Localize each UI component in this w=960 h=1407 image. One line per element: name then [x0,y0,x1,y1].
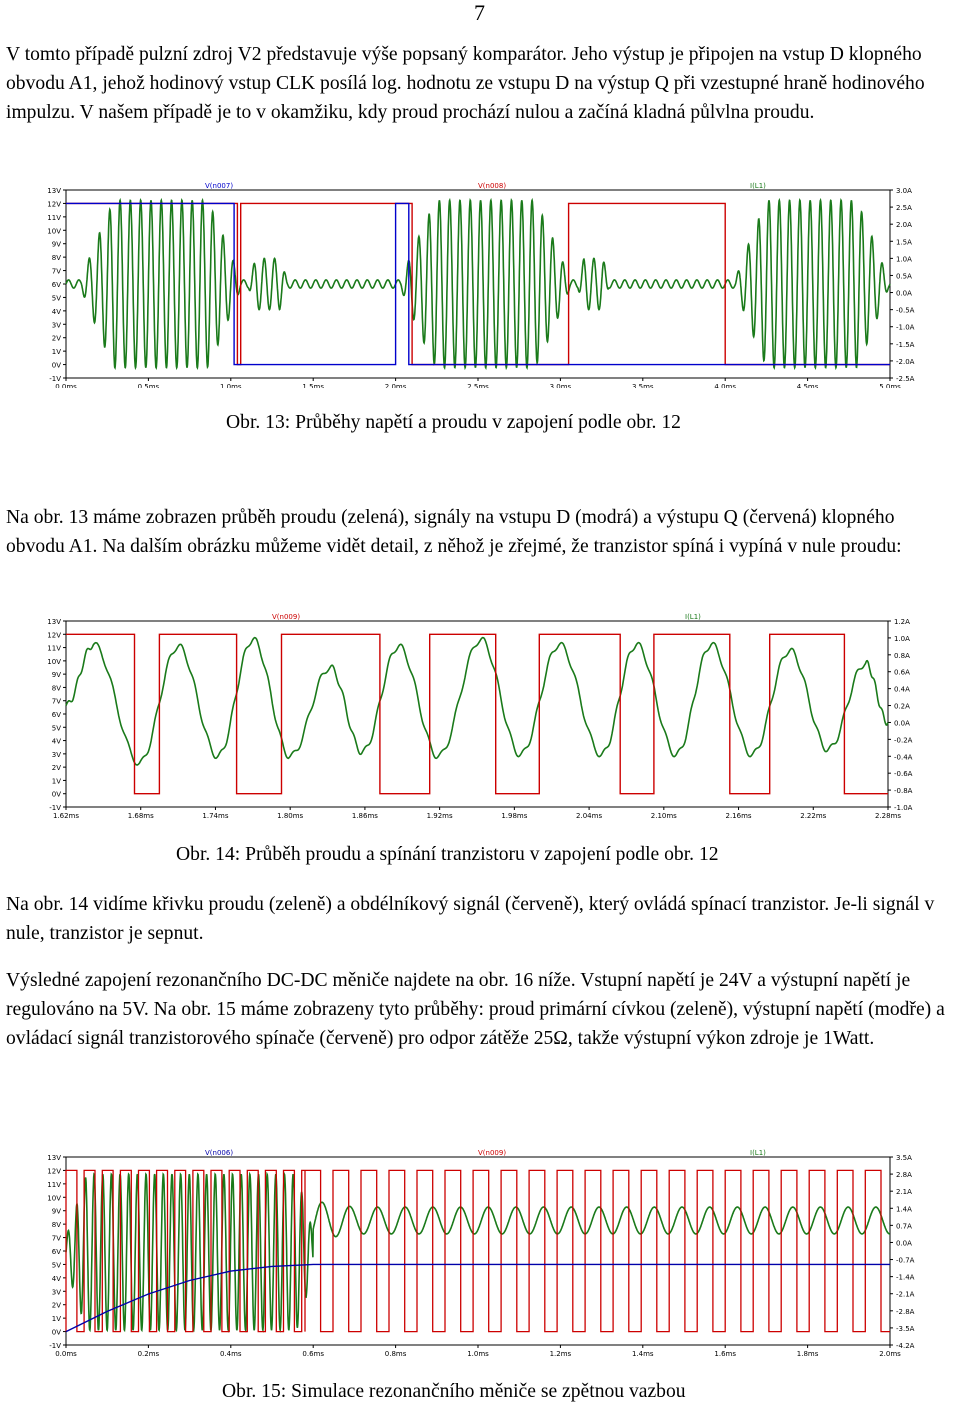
left-axis-tick-label: 11V [47,213,61,222]
left-axis-tick-label: 0V [51,1328,61,1337]
left-axis-tick-label: 3V [51,1288,61,1297]
caption-figure-14: Obr. 14: Průběh proudu a spínání tranzistoru v zapojení podle obr. 12 [176,844,719,865]
x-axis-tick-label: 1.6ms [714,1350,737,1358]
x-axis-tick-label: 1.5ms [302,383,325,388]
x-axis-tick-label: 1.0ms [467,1350,489,1358]
right-axis-tick-label: 0.8A [894,651,910,660]
left-axis-tick-label: 10V [47,227,61,236]
left-axis-tick-label: 12V [47,1167,61,1176]
series-i-l1 [66,200,890,367]
right-axis-tick-label: -2.1A [896,1290,915,1299]
caption-figure-15: Obr. 15: Simulace rezonančního měniče se zpětnou vazbou [222,1381,686,1402]
left-axis-tick-label: 7V [51,267,61,276]
paragraph-figure-13-description: Na obr. 13 máme zobrazen průběh proudu (zelená), signály na vstupu D (modrá) a výstupu Q (červená) klopného obvodu A1. Na dalším obrázku můžeme vidět detail, z něhož je zřejmé, že tranzistor spíná i vypíná v nule proudu: [6,507,902,558]
left-axis-tick-label: 4V [51,1274,61,1283]
left-axis-tick-label: 1V [51,777,61,786]
x-axis-tick-label: 1.2ms [549,1350,572,1358]
left-axis-tick-label: 7V [51,697,61,706]
left-axis-tick-label: 8V [51,254,61,263]
right-axis-tick-label: 2.1A [896,1188,912,1197]
figure-15-chart [0,1145,960,1360]
paragraph-converter-description: Výsledné zapojení rezonančního DC-DC měniče najdete na obr. 16 níže. Vstupní napětí je 24V a výstupní napětí je regulováno na 5V. Na obr. 15 máme zobrazeny tyto průběhy: proud primární cívkou (zeleně), výstupní napětí (modře) a ovládací signál tranzistorového spínače (červeně) pro odpor zátěže 25Ω, takže výstupní výkon zdroje je 1Watt. [6,970,945,1050]
right-axis-tick-label: -0.2A [894,736,913,745]
x-axis-tick-label: 1.68ms [127,812,154,820]
x-axis-tick-label: 1.62ms [52,812,80,820]
right-axis-tick-label: 0.0A [896,1239,912,1248]
figure-13-chart [0,178,960,388]
right-axis-tick-label: -0.7A [896,1256,915,1265]
left-axis-tick-label: 6V [51,711,61,719]
left-axis-tick-label: 13V [47,187,61,195]
series-v-n009 [66,634,888,793]
x-axis-tick-label: 1.86ms [351,812,378,820]
x-axis-tick-label: 2.0ms [384,383,407,388]
left-axis-tick-label: 2V [51,1301,61,1310]
x-axis-tick-label: 0.2ms [137,1350,160,1358]
left-axis-tick-label: 8V [51,1221,61,1230]
left-axis-tick-label: 11V [47,1180,61,1189]
left-axis-tick-label: 6V [51,281,61,289]
x-axis-tick-label: 1.4ms [631,1350,654,1358]
x-axis-tick-label: 2.0ms [879,1350,901,1358]
left-axis-tick-label: 7V [51,1234,61,1243]
right-axis-tick-label: 0.2A [894,702,910,711]
x-axis-tick-label: 0.0ms [55,383,77,388]
x-axis-tick-label: 1.80ms [277,812,304,820]
right-axis-tick-label: -0.6A [894,770,913,779]
x-axis-tick-label: 2.10ms [650,812,677,820]
left-axis-tick-label: 0V [51,790,61,799]
caption-figure-13: Obr. 13: Průběhy napětí a proudu v zapojení podle obr. 12 [226,412,681,433]
right-axis-tick-label: 1.4A [896,1205,912,1214]
right-axis-tick-label: -1.0A [894,804,913,812]
right-axis-tick-label: -2.5A [896,375,915,383]
x-axis-tick-label: 2.28ms [874,812,902,820]
trace-label-i-l1: I(L1) [685,613,701,621]
left-axis-tick-label: 2V [51,334,61,343]
trace-label-v-n007: V(n007) [205,182,234,190]
left-axis-tick-label: 6V [51,1248,61,1256]
right-axis-tick-label: 0.5A [896,272,912,281]
left-axis-tick-label: 9V [51,671,61,680]
left-axis-tick-label: 9V [51,240,61,249]
right-axis-tick-label: 1.2A [894,618,910,626]
series-i-l1 [66,1174,890,1330]
x-axis-tick-label: 4.0ms [714,383,737,388]
x-axis-tick-label: 0.5ms [137,383,160,388]
left-axis-tick-label: 5V [51,1261,61,1270]
left-axis-tick-label: 10V [47,1194,61,1203]
x-axis-tick-label: 5.0ms [879,383,901,388]
left-axis-tick-label: 10V [47,657,61,666]
trace-label-v-n008: V(n008) [478,182,507,190]
trace-label-i-l1: I(L1) [750,182,766,190]
left-axis-tick-label: 13V [47,618,61,626]
right-axis-tick-label: -3.5A [896,1324,915,1333]
right-axis-tick-label: -0.4A [894,753,913,762]
right-axis-tick-label: -1.4A [896,1273,915,1282]
trace-label-v-n009: V(n009) [272,613,301,621]
left-axis-tick-label: 5V [51,294,61,303]
x-axis-tick-label: 0.4ms [219,1350,242,1358]
x-axis-tick-label: 2.5ms [467,383,489,388]
x-axis-tick-label: 0.0ms [55,1350,77,1358]
left-axis-tick-label: -1V [49,375,61,383]
left-axis-tick-label: -1V [49,804,61,812]
left-axis-tick-label: 0V [51,361,61,370]
x-axis-tick-label: 1.98ms [501,812,528,820]
x-axis-tick-label: 3.0ms [549,383,572,388]
left-axis-tick-label: 1V [51,348,61,357]
left-axis-tick-label: 3V [51,750,61,759]
left-axis-tick-label: -1V [49,1342,61,1350]
right-axis-tick-label: -0.5A [896,306,915,315]
left-axis-tick-label: 8V [51,684,61,693]
right-axis-tick-label: 2.8A [896,1171,912,1180]
right-axis-tick-label: 2.0A [896,221,912,230]
right-axis-tick-label: -0.8A [894,787,913,796]
right-axis-tick-label: -1.5A [896,340,915,349]
right-axis-tick-label: -2.0A [896,357,915,366]
right-axis-tick-label: 2.5A [896,204,912,213]
x-axis-tick-label: 2.22ms [800,812,827,820]
right-axis-tick-label: 0.4A [894,685,910,694]
page-number: 7 [474,0,485,25]
right-axis-tick-label: -1.0A [896,323,915,332]
right-axis-tick-label: -2.8A [896,1307,915,1316]
right-axis-tick-label: 0.7A [896,1222,912,1231]
x-axis-tick-label: 4.5ms [796,383,819,388]
x-axis-tick-label: 2.16ms [725,812,752,820]
right-axis-tick-label: 0.0A [896,289,912,298]
paragraph-figure-14-description: Na obr. 14 vidíme křivku proudu (zeleně) a obdélníkový signál (červeně), který ovládá spínací tranzistor. Je-li signál v nule, tranzistor je sepnut. [6,894,935,945]
left-axis-tick-label: 11V [47,644,61,653]
left-axis-tick-label: 5V [51,724,61,733]
x-axis-tick-label: 1.92ms [426,812,453,820]
right-axis-tick-label: 1.0A [896,255,912,264]
right-axis-tick-label: 3.5A [896,1154,912,1162]
right-axis-tick-label: 3.0A [896,187,912,195]
left-axis-tick-label: 4V [51,737,61,746]
right-axis-tick-label: 1.0A [894,634,910,643]
paragraph-intro: V tomto případě pulzní zdroj V2 představuje výše popsaný komparátor. Jeho výstup je připojen na vstup D klopného obvodu A1, jehož hodinový vstup CLK posílá log. hodnotu ze vstupu D na výstup Q při vzestupné hraně hodinového impulzu. V našem případě je to v okamžiku, kdy proud prochází nulou a začíná kladná půlvlna proudu. [6,44,925,124]
trace-label-i-l1: I(L1) [750,1149,766,1157]
x-axis-tick-label: 0.6ms [302,1350,325,1358]
left-axis-tick-label: 12V [47,631,61,640]
right-axis-tick-label: -4.2A [896,1342,915,1350]
left-axis-tick-label: 12V [47,200,61,209]
left-axis-tick-label: 9V [51,1207,61,1216]
x-axis-tick-label: 1.74ms [202,812,229,820]
left-axis-tick-label: 1V [51,1315,61,1324]
left-axis-tick-label: 4V [51,307,61,316]
x-axis-tick-label: 0.8ms [384,1350,407,1358]
trace-label-v-n009: V(n009) [478,1149,507,1157]
right-axis-tick-label: 0.6A [894,668,910,677]
x-axis-tick-label: 3.5ms [631,383,654,388]
right-axis-tick-label: 1.5A [896,238,912,247]
left-axis-tick-label: 13V [47,1154,61,1162]
series-v-n006 [66,1264,890,1331]
left-axis-tick-label: 3V [51,321,61,330]
figure-14-chart [0,607,960,822]
left-axis-tick-label: 2V [51,764,61,773]
trace-label-v-n006: V(n006) [205,1149,234,1157]
x-axis-tick-label: 1.0ms [219,383,242,388]
x-axis-tick-label: 1.8ms [796,1350,819,1358]
right-axis-tick-label: 0.0A [894,719,910,728]
x-axis-tick-label: 2.04ms [576,812,603,820]
plot-frame [66,621,888,807]
series-i-l1 [66,638,888,765]
